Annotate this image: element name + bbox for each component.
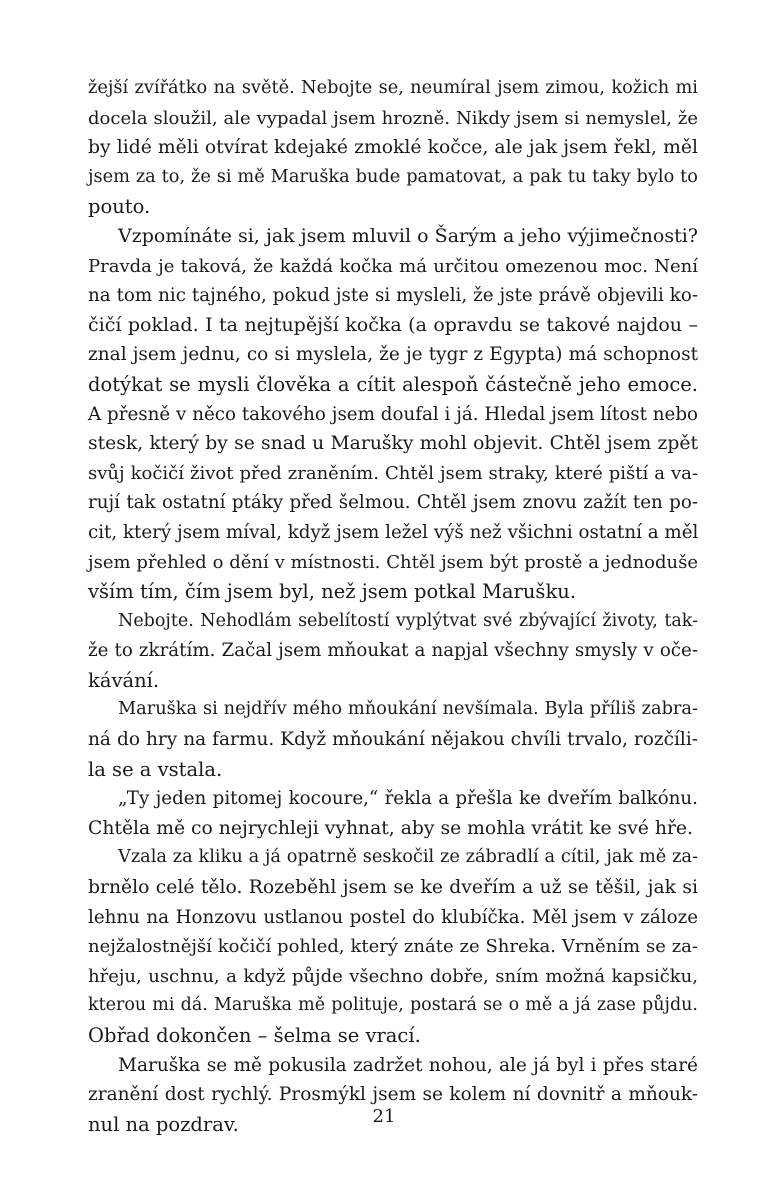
text-line: kterou mi dá. Maruška mě polituje, postará se o mě a já zase půjdu. <box>88 995 698 1016</box>
paragraph <box>88 222 698 607</box>
paragraph <box>88 695 698 784</box>
text-line: docela sloužil, ale vypadal jsem hrozně. Nikdy jsem si nemyslel, že <box>88 107 698 129</box>
page-number: 21 <box>372 1106 396 1127</box>
text-line: žejší zvířátko na světě. Nebojte se, neumíral jsem zimou, kožich mi <box>88 78 698 98</box>
text-line: lehnu na Honzovu ustlanou postel do klubíčka. Měl jsem v záloze <box>88 906 698 928</box>
text-line: Chtěla mě co nejrychleji vyhnat, aby se mohla vrátit ke své hře. <box>88 817 693 839</box>
text-line: dotýkat se mysli člověka a cítit alespoň částečně jeho emoce. <box>88 372 698 396</box>
text-line: by lidé měli otvírat kdejaké zmoklé kočce, ale jak jsem řekl, měl <box>88 137 698 159</box>
text-line: znal jsem jednu, co si myslela, že je tygr z Egypta) má schopnost <box>88 344 698 366</box>
text-line: stesk, který by se snad u Marušky mohl objevit. Chtěl jsem zpět <box>88 433 698 455</box>
text-line: brnělo celé tělo. Rozeběhl jsem se ke dveřím a už se těšil, jak si <box>88 877 698 899</box>
text-line: kávání. <box>88 668 160 692</box>
text-line: Nebojte. Nehodlám sebelítostí vyplýtvat své zbývající životy, tak- <box>118 610 698 631</box>
text-line: Obřad dokončen – šelma se vrací. <box>88 1024 421 1047</box>
text-line: „Ty jeden pitomej kocoure,“ řekla a přešla ke dveřím balkónu. <box>118 788 698 810</box>
text-line: Vzala za kliku a já opatrně seskočil ze zábradlí a cítil, jak mě za- <box>118 847 698 868</box>
book-page-text <box>88 74 698 1139</box>
text-line: pouto. <box>88 195 151 219</box>
paragraph <box>88 74 698 222</box>
paragraph <box>88 607 698 696</box>
text-line: cit, který jsem míval, když jsem ležel výš než všichni ostatní a měl <box>88 521 699 543</box>
paragraph <box>88 843 698 1050</box>
text-line: na tom nic tajného, pokud jste si mysleli, že jste právě objevili ko- <box>88 285 698 307</box>
text-line: la se a vstala. <box>88 757 223 781</box>
text-line: nul na pozdrav. <box>88 1112 239 1136</box>
text-line: Maruška si nejdřív mého mňoukání nevšímala. Byla příliš zabra- <box>118 699 698 720</box>
paragraph <box>88 784 698 843</box>
text-line: Maruška se mě pokusila zadržet nohou, ale já byl i přes staré <box>118 1054 698 1076</box>
text-line: jsem přehled o dění v místnosti. Chtěl jsem být prostě a jednoduše <box>88 551 698 573</box>
text-line: Pravda je taková, že každá kočka má určitou omezenou moc. Není <box>88 255 698 277</box>
text-line: svůj kočičí život před zraněním. Chtěl jsem straky, které piští a va- <box>88 462 698 484</box>
text-line: ná do hry na farmu. Když mňoukání nějakou chvíli trvalo, rozčíli- <box>88 729 698 751</box>
text-line: čičí poklad. I ta nejtupější kočka (a opravdu se takové najdou – <box>88 313 698 336</box>
text-line: jsem za to, že si mě Maruška bude pamatovat, a pak tu taky bylo to <box>88 166 698 187</box>
text-line: Vzpomínáte si, jak jsem mluvil o Šarým a jeho výjimečnosti? <box>118 224 698 247</box>
text-line: nejžalostnější kočičí pohled, který znáte ze Shreka. Vrněním se za- <box>88 936 698 958</box>
text-line: zranění dost rychlý. Prosmýkl jsem se kolem ní dovnitř a mňouk- <box>88 1084 698 1106</box>
text-line: A přesně v něco takového jsem doufal i já. Hledal jsem lítost nebo <box>88 403 698 425</box>
text-line: rují tak ostatní ptáky před šelmou. Chtěl jsem znovu zažít ten po- <box>88 492 698 514</box>
text-line: že to zkrátím. Začal jsem mňoukat a napjal všechny smysly v oče- <box>88 640 698 662</box>
text-line: hřeju, uschnu, a když půjde všechno dobře, sním možná kapsičku, <box>88 965 698 987</box>
text-line: vším tím, čím jsem byl, než jsem potkal Marušku. <box>88 580 577 604</box>
